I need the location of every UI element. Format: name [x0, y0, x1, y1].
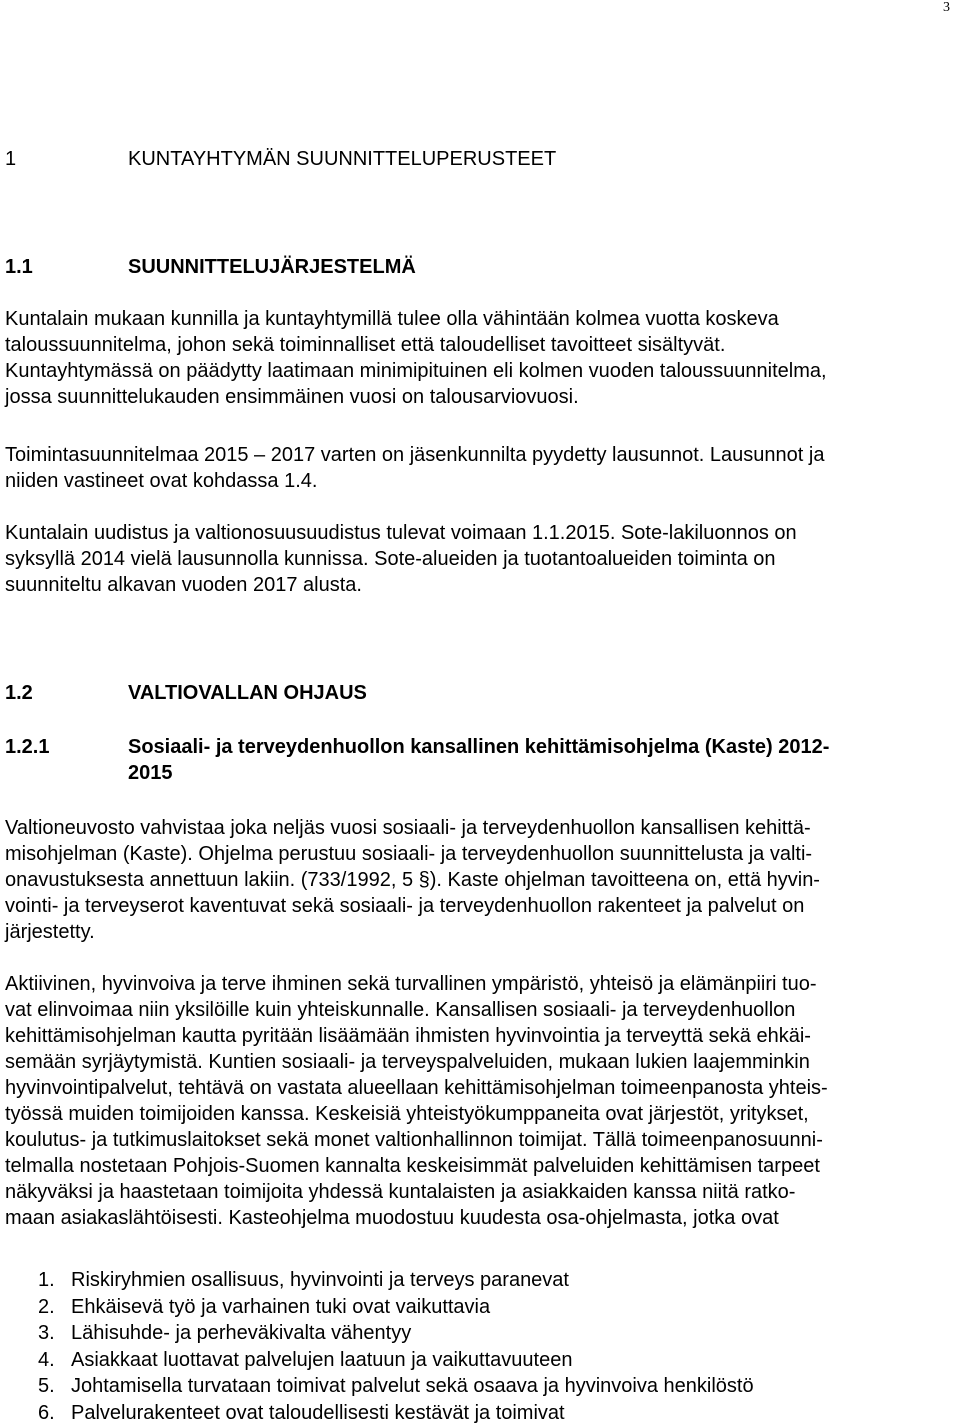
heading-title-line: Sosiaali- ja terveydenhuollon kansallinen kehittämisohjelma (Kaste) 2012- [128, 736, 830, 758]
paragraph-line: telmalla nostetaan Pohjois-Suomen kannalta keskeisimmät palveluiden kehittämisen tarpeet [5, 1155, 820, 1177]
paragraph-line: jossa suunnittelukauden ensimmäinen vuosi on talousarviovuosi. [5, 386, 579, 408]
paragraph-line: Aktiivinen, hyvinvoiva ja terve ihminen sekä turvallinen ympäristö, yhteisö ja elämänpiiri tuo- [5, 973, 817, 995]
heading-1-title: KUNTAYHTYMÄN SUUNNITTELUPERUSTEET [128, 148, 557, 170]
heading-1-2-1-number: 1.2.1 [5, 736, 50, 758]
heading-1-2-number: 1.2 [5, 682, 33, 704]
paragraph-line: misohjelman (Kaste). Ohjelma perustuu sosiaali- ja terveydenhuollon suunnittelusta ja valti- [5, 843, 813, 865]
paragraph-line: hyvinvointipalvelut, tehtävä on vastata alueellaan kehittämisohjelman toimeenpanosta yhteis- [5, 1077, 828, 1099]
paragraph-line: vat elinvoimaa niin yksilöille kuin yhteiskunnalle. Kansallisen sosiaali- ja terveydenhuollon [5, 999, 796, 1021]
paragraph-line: maan asiakaslähtöisesti. Kasteohjelma muodostuu kuudesta osa-ohjelmasta, jotka ovat [5, 1207, 779, 1229]
list-item [38, 1267, 754, 1294]
paragraph-line: koulutus- ja tutkimuslaitokset sekä monet valtionhallinnon toimijat. Tällä toimeenpanosuunni- [5, 1129, 823, 1151]
list-item [38, 1373, 754, 1400]
paragraph-line: Kuntayhtymässä on päädytty laatimaan minimipituinen eli kolmen vuoden taloussuunnitelma, [5, 360, 827, 382]
list-item-text: Johtamisella turvataan toimivat palvelut sekä osaava ja hyvinvoiva henkilöstö [71, 1375, 754, 1397]
list-item-text: Palvelurakenteet ovat taloudellisesti kestävät ja toimivat [71, 1401, 565, 1424]
paragraph-line: työssä muiden toimijoiden kanssa. Keskeisiä yhteistyökumppaneita ovat järjestöt, yritykset, [5, 1103, 809, 1125]
paragraph-line: syksyllä 2014 vielä lausunnolla kunnissa. Sote-alueiden ja tuotantoalueiden toiminta on [5, 548, 776, 570]
paragraph-line: suunniteltu alkavan vuoden 2017 alusta. [5, 574, 362, 596]
list-item [38, 1294, 754, 1321]
list-item-text: Riskiryhmien osallisuus, hyvinvointi ja terveys paranevat [71, 1269, 569, 1291]
page-number: 3 [943, 0, 950, 15]
paragraph-line: Kuntalain mukaan kunnilla ja kuntayhtymillä tulee olla vähintään kolmea vuotta koskeva [5, 308, 779, 330]
paragraph-planning-system [5, 306, 940, 410]
paragraph-kaste-intro [5, 815, 940, 945]
list-item-number: 1. [38, 1269, 55, 1291]
heading-title-line: 2015 [128, 762, 173, 784]
heading-1-2 [5, 680, 367, 706]
list-item [38, 1347, 754, 1374]
list-item-number: 3. [38, 1322, 55, 1344]
list-item-number: 5. [38, 1375, 55, 1397]
heading-1-number: 1 [5, 148, 17, 170]
list-item [38, 1400, 754, 1427]
paragraph-line: kehittämisohjelman kautta pyritään lisäämään ihmisten hyvinvointia ja terveyttä sekä ehkäi- [5, 1025, 811, 1047]
paragraph-action-plan [5, 442, 940, 494]
paragraph-line: onavustuksesta annettuun lakiin. (733/1992, 5 §). Kaste ohjelman tavoitteena on, että hyvin- [5, 869, 820, 891]
subprogram-list [38, 1267, 754, 1426]
paragraph-line: Toimintasuunnitelmaa 2015 – 2017 varten on jäsenkunnilta pyydetty lausunnot. Lausunnot ja [5, 444, 825, 466]
paragraph-kaste-goals [5, 971, 940, 1231]
list-item-number: 2. [38, 1295, 55, 1318]
heading-1 [5, 146, 556, 172]
list-item-text: Ehkäisevä työ ja varhainen tuki ovat vaikuttavia [71, 1295, 491, 1318]
paragraph-line: järjestetty. [5, 921, 95, 943]
paragraph-law-reform [5, 520, 940, 598]
heading-1-1 [5, 254, 416, 280]
list-item-number: 4. [38, 1348, 55, 1371]
heading-1-2-1-title [128, 734, 948, 786]
list-item-text: Asiakkaat luottavat palvelujen laatuun ja vaikuttavuuteen [71, 1348, 573, 1371]
paragraph-line: niiden vastineet ovat kohdassa 1.4. [5, 470, 318, 492]
paragraph-line: semään syrjäytymistä. Kuntien sosiaali- ja terveyspalveluiden, mukaan lukien laajemminkin [5, 1051, 810, 1073]
paragraph-line: vointi- ja terveyserot kaventuvat sekä sosiaali- ja terveydenhuollon rakenteet ja palvelut on [5, 895, 805, 917]
paragraph-line: näkyväksi ja haastetaan toimijoita yhdessä kuntalaisten ja asiakkaiden kanssa niitä ratko- [5, 1181, 796, 1203]
list-item [38, 1320, 754, 1347]
paragraph-line: Kuntalain uudistus ja valtionosuusuudistus tulevat voimaan 1.1.2015. Sote-lakiluonnos on [5, 522, 797, 544]
paragraph-line: taloussuunnitelma, johon sekä toiminnalliset että taloudelliset tavoitteet sisältyvät. [5, 334, 726, 356]
list-item-number: 6. [38, 1401, 55, 1424]
heading-1-2-1 [5, 734, 945, 786]
list-item-text: Lähisuhde- ja perheväkivalta vähentyy [71, 1322, 412, 1344]
heading-1-1-number: 1.1 [5, 256, 33, 278]
heading-1-2-title: VALTIOVALLAN OHJAUS [128, 682, 367, 704]
heading-1-1-title: SUUNNITTELUJÄRJESTELMÄ [128, 256, 416, 278]
paragraph-line: Valtioneuvosto vahvistaa joka neljäs vuosi sosiaali- ja terveydenhuollon kansallisen kehittä- [5, 817, 811, 839]
